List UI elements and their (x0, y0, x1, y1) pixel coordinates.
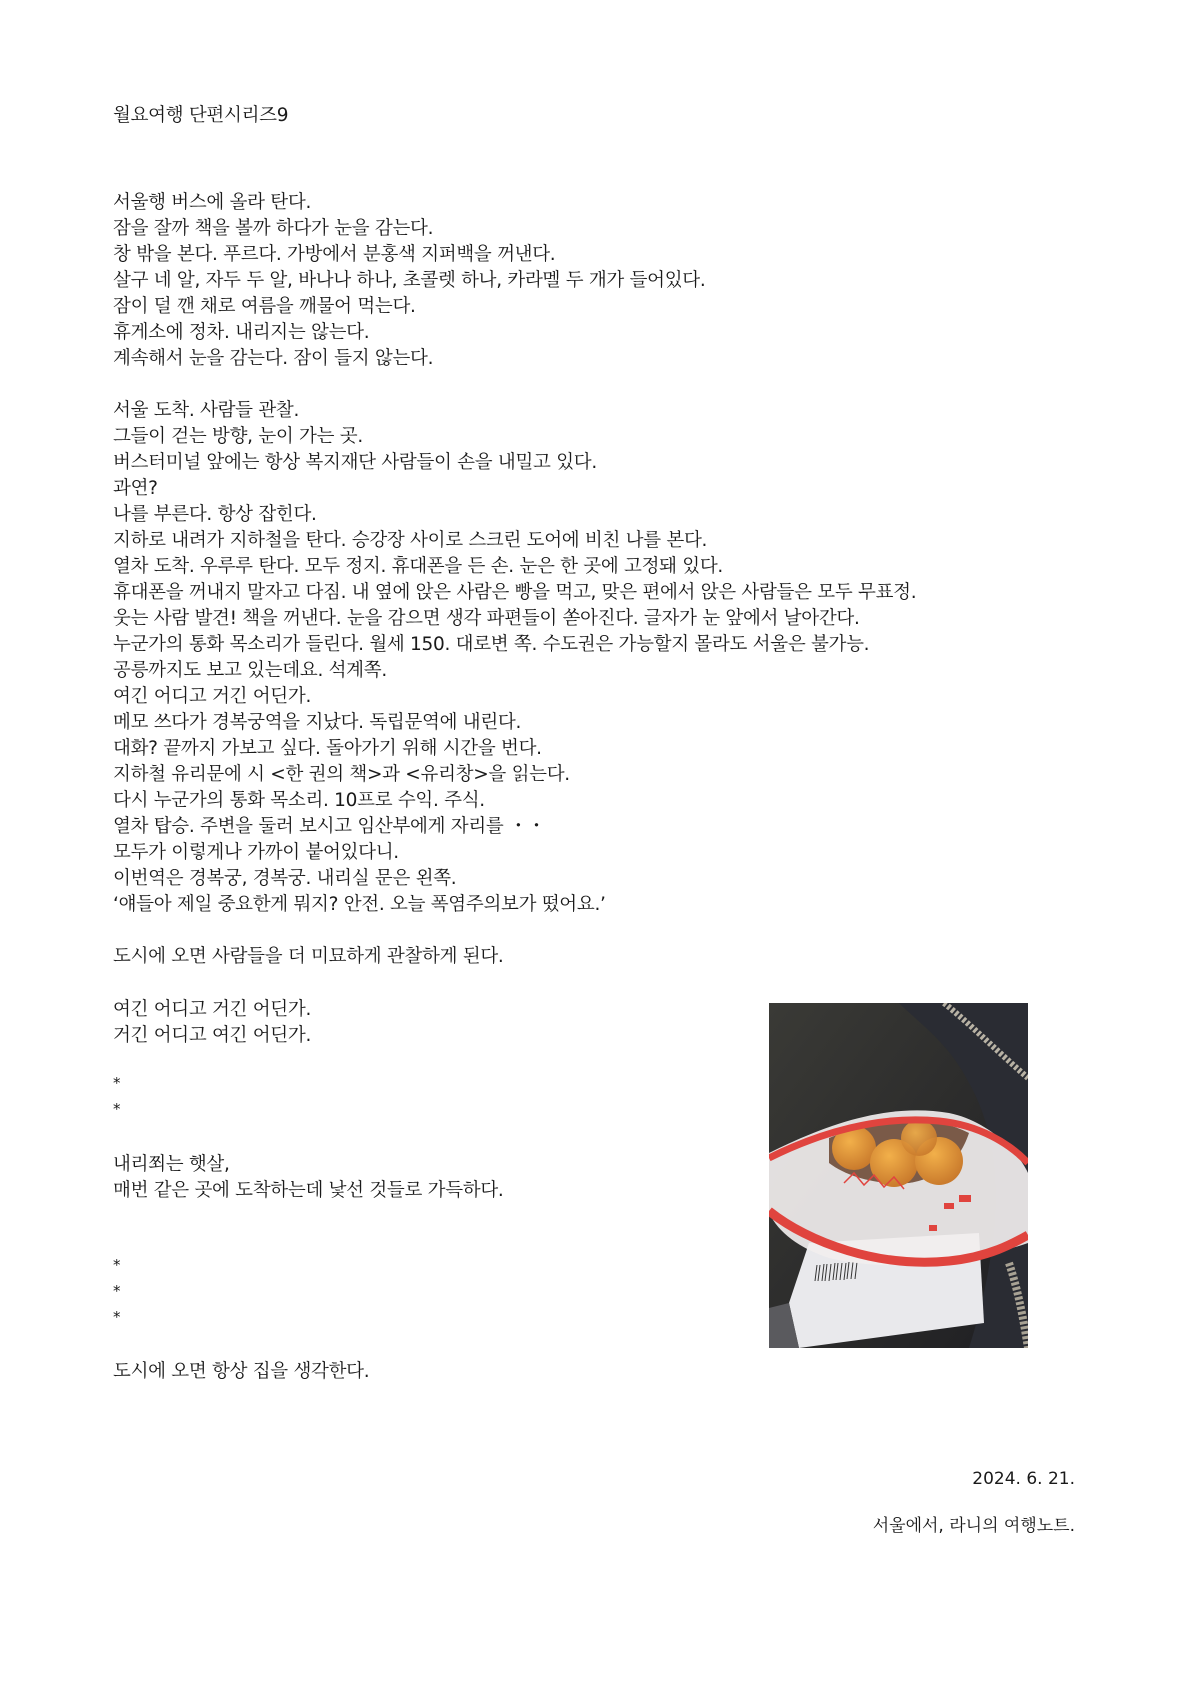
text-line: 웃는 사람 발견! 책을 꺼낸다. 눈을 감으면 생각 파편들이 쏟아진다. 글자가 눈 앞에서 날아간다. (113, 608, 860, 629)
text-line: 나를 부른다. 항상 잡힌다. (113, 504, 317, 525)
text-line: 도시에 오면 항상 집을 생각한다. (113, 1361, 370, 1382)
text-line: 내리쬐는 햇살, (113, 1154, 230, 1175)
text-line: 잠을 잘까 책을 볼까 하다가 눈을 감는다. (113, 218, 434, 239)
text-line: 서울 도착. 사람들 관찰. (113, 400, 300, 421)
text-line: 도시에 오면 사람들을 더 미묘하게 관찰하게 된다. (113, 946, 504, 967)
text-line: 과연? (113, 478, 158, 499)
text-line: 메모 쓰다가 경복궁역을 지났다. 독립문역에 내린다. (113, 712, 522, 733)
text-line: 휴대폰을 꺼내지 말자고 다짐. 내 옆에 앉은 사람은 빵을 먹고, 맞은 편에서 앉은 사람들은 모두 무표정. (113, 582, 917, 603)
text-line: 열차 도착. 우루루 탄다. 모두 정지. 휴대폰을 든 손. 눈은 한 곳에 고정돼 있다. (113, 556, 724, 577)
text-line: 누군가의 통화 목소리가 들린다. 월세 150. 대로변 쪽. 수도권은 가능할지 몰라도 서울은 불가능. (113, 634, 870, 655)
text-line: 매번 같은 곳에 도착하는데 낯선 것들로 가득하다. (113, 1180, 504, 1201)
text-line: 살구 네 알, 자두 두 알, 바나나 하나, 초콜렛 하나, 카라멜 두 개가 들어있다. (113, 270, 706, 291)
text-line: 이번역은 경복궁, 경복궁. 내리실 문은 왼쪽. (113, 868, 457, 889)
asterisk-divider: * (113, 1256, 121, 1274)
photo-illustration (769, 1003, 1028, 1348)
asterisk-divider: * (113, 1282, 121, 1300)
document-title: 월요여행 단편시리즈9 (113, 105, 289, 126)
text-line: 여긴 어디고 거긴 어딘가. (113, 686, 312, 707)
text-line: 지하철 유리문에 시 <한 권의 책>과 <유리창>을 읽는다. (113, 764, 570, 785)
asterisk-divider: * (113, 1308, 121, 1326)
text-line: 모두가 이렇게나 가까이 붙어있다니. (113, 842, 399, 863)
text-line: ‘얘들아 제일 중요한게 뭐지? 안전. 오늘 폭염주의보가 떴어요.’ (113, 894, 606, 915)
signature: 서울에서, 라니의 여행노트. (872, 1516, 1075, 1536)
text-line: 서울행 버스에 올라 탄다. (113, 192, 312, 213)
text-line: 여긴 어디고 거긴 어딘가. (113, 999, 312, 1020)
text-line: 다시 누군가의 통화 목소리. 10프로 수익. 주식. (113, 790, 485, 811)
photo-apricots-in-zipper-bag (769, 1003, 1028, 1348)
text-line: 공릉까지도 보고 있는데요. 석계쪽. (113, 660, 387, 681)
date: 2024. 6. 21. (972, 1469, 1075, 1489)
text-line: 잠이 덜 깬 채로 여름을 깨물어 먹는다. (113, 296, 416, 317)
asterisk-divider: * (113, 1074, 121, 1092)
text-line: 열차 탑승. 주변을 둘러 보시고 임산부에게 자리를 ・・ (113, 816, 546, 837)
text-line: 창 밖을 본다. 푸르다. 가방에서 분홍색 지퍼백을 꺼낸다. (113, 244, 556, 265)
asterisk-divider: * (113, 1100, 121, 1118)
text-line: 거긴 어디고 여긴 어딘가. (113, 1025, 312, 1046)
text-line: 계속해서 눈을 감는다. 잠이 들지 않는다. (113, 348, 434, 369)
text-line: 휴게소에 정차. 내리지는 않는다. (113, 322, 370, 343)
text-line: 지하로 내려가 지하철을 탄다. 승강장 사이로 스크린 도어에 비친 나를 본다. (113, 530, 708, 551)
text-line: 대화? 끝까지 가보고 싶다. 돌아가기 위해 시간을 번다. (113, 738, 542, 759)
text-line: 버스터미널 앞에는 항상 복지재단 사람들이 손을 내밀고 있다. (113, 452, 597, 473)
text-line: 그들이 걷는 방향, 눈이 가는 곳. (113, 426, 363, 447)
